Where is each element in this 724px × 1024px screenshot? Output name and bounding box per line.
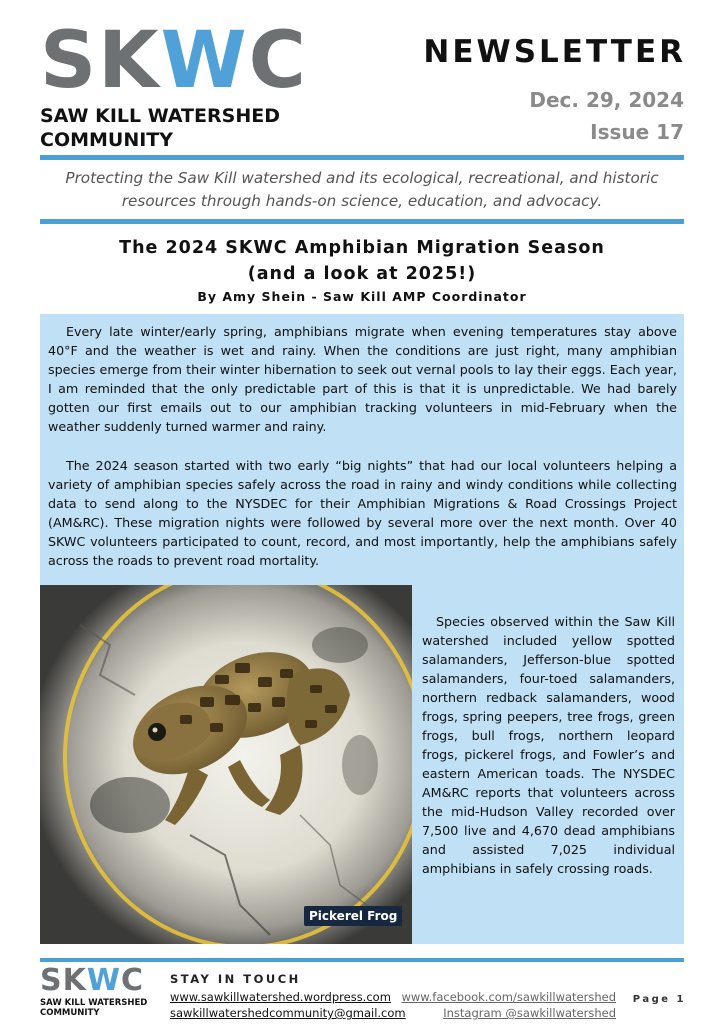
mission-line1: Protecting the Saw Kill watershed and its ecological, recreational, and historic xyxy=(65,169,659,187)
stay-in-touch-heading: STAY IN TOUCH xyxy=(170,972,301,986)
email-link[interactable]: sawkillwatershedcommunity@gmail.com xyxy=(170,1006,406,1020)
article-title-line2: (and a look at 2025!) xyxy=(247,264,477,284)
footer-org-name xyxy=(40,998,147,1018)
newsletter-issue: Issue 17 xyxy=(590,120,684,144)
footer-logo xyxy=(40,963,148,1018)
org-name-line1: SAW KILL WATERSHED xyxy=(40,105,280,127)
article-paragraph-1: Every late winter/early spring, amphibians migrate when evening temperatures stay above 40°F and the weather is wet and rainy. When the conditions are just right, many amphibian species emerge from their winter hibernation to seek out vernal pools to lay their eggs. Each year, I am reminded that the only predictable part of this is that it is unpredictable. We had barely gotten our first emails out to our amphibian tracking volunteers in mid-February when the weather suddenly turned warmer and rainy. xyxy=(48,324,677,434)
logo-letter-c: C xyxy=(248,16,308,106)
footer-org-line1: SAW KILL WATERSHED xyxy=(40,998,148,1008)
logo-org-name xyxy=(40,104,320,152)
newsletter-date: Dec. 29, 2024 xyxy=(529,88,684,112)
logo-letter-w: W xyxy=(160,16,249,106)
facebook-link[interactable]: www.facebook.com/sawkillwatershed xyxy=(401,990,616,1004)
footer-logo-wordmark xyxy=(40,963,147,998)
newsletter-title: NEWSLETTER xyxy=(423,34,686,70)
header-divider xyxy=(40,155,684,160)
logo-wordmark xyxy=(40,16,320,106)
photo-caption: Pickerel Frog xyxy=(304,906,402,926)
page-number: Page 1 xyxy=(632,994,686,1005)
frog-illustration xyxy=(40,585,412,944)
footer-logo-letter-c: C xyxy=(120,963,144,998)
footer-logo-letter-w: W xyxy=(86,963,121,998)
mission-divider xyxy=(40,219,684,224)
instagram-link[interactable]: Instagram @sawkillwatershed xyxy=(443,1006,616,1020)
article-paragraph-2: The 2024 season started with two early “big nights” that had our local volunteers helping a variety of amphibian species safely across the road in rainy and windy conditions while collecting data to send along to the NYSDEC for their Amphibian Migrations & Road Crossings Project (AM&RC). These migration nights were followed by several more over the next month. Over 40 SKWC volunteers participated to count, record, and most importantly, help the amphibians safely across the roads to prevent road mortality. xyxy=(48,458,677,568)
footer-divider xyxy=(40,958,684,962)
mission-statement xyxy=(40,167,684,213)
skwc-logo xyxy=(40,16,320,152)
article-paragraph-3: Species observed within the Saw Kill watershed included yellow spotted salamanders, Jefferson-blue spotted salamanders, four-toed salamanders, northern redback salamanders, wood frogs, spring peepers, tree frogs, green frogs, bull frogs, northern leopard frogs, pickerel frogs, and Fowler’s and eastern American toads. The NYSDEC AM&RC reports that volunteers across the mid-Hudson Valley recorded over 7,500 live and 4,670 dead amphibians and assisted 7,025 individual amphibians in safely crossing roads. xyxy=(422,614,675,876)
pickerel-frog-photo xyxy=(40,585,412,944)
footer-org-line2: COMMUNITY xyxy=(40,1008,100,1018)
mission-line2: resources through hands-on science, education, and advocacy. xyxy=(121,192,603,210)
website-link[interactable]: www.sawkillwatershed.wordpress.com xyxy=(170,990,391,1004)
logo-letters-sk: SK xyxy=(40,16,161,106)
article-title-line1: The 2024 SKWC Amphibian Migration Season xyxy=(119,238,605,258)
article-byline: By Amy Shein - Saw Kill AMP Coordinator xyxy=(197,289,527,304)
footer-logo-letters-sk: SK xyxy=(40,963,87,998)
article-title xyxy=(40,235,684,287)
org-name-line2: COMMUNITY xyxy=(40,129,174,151)
